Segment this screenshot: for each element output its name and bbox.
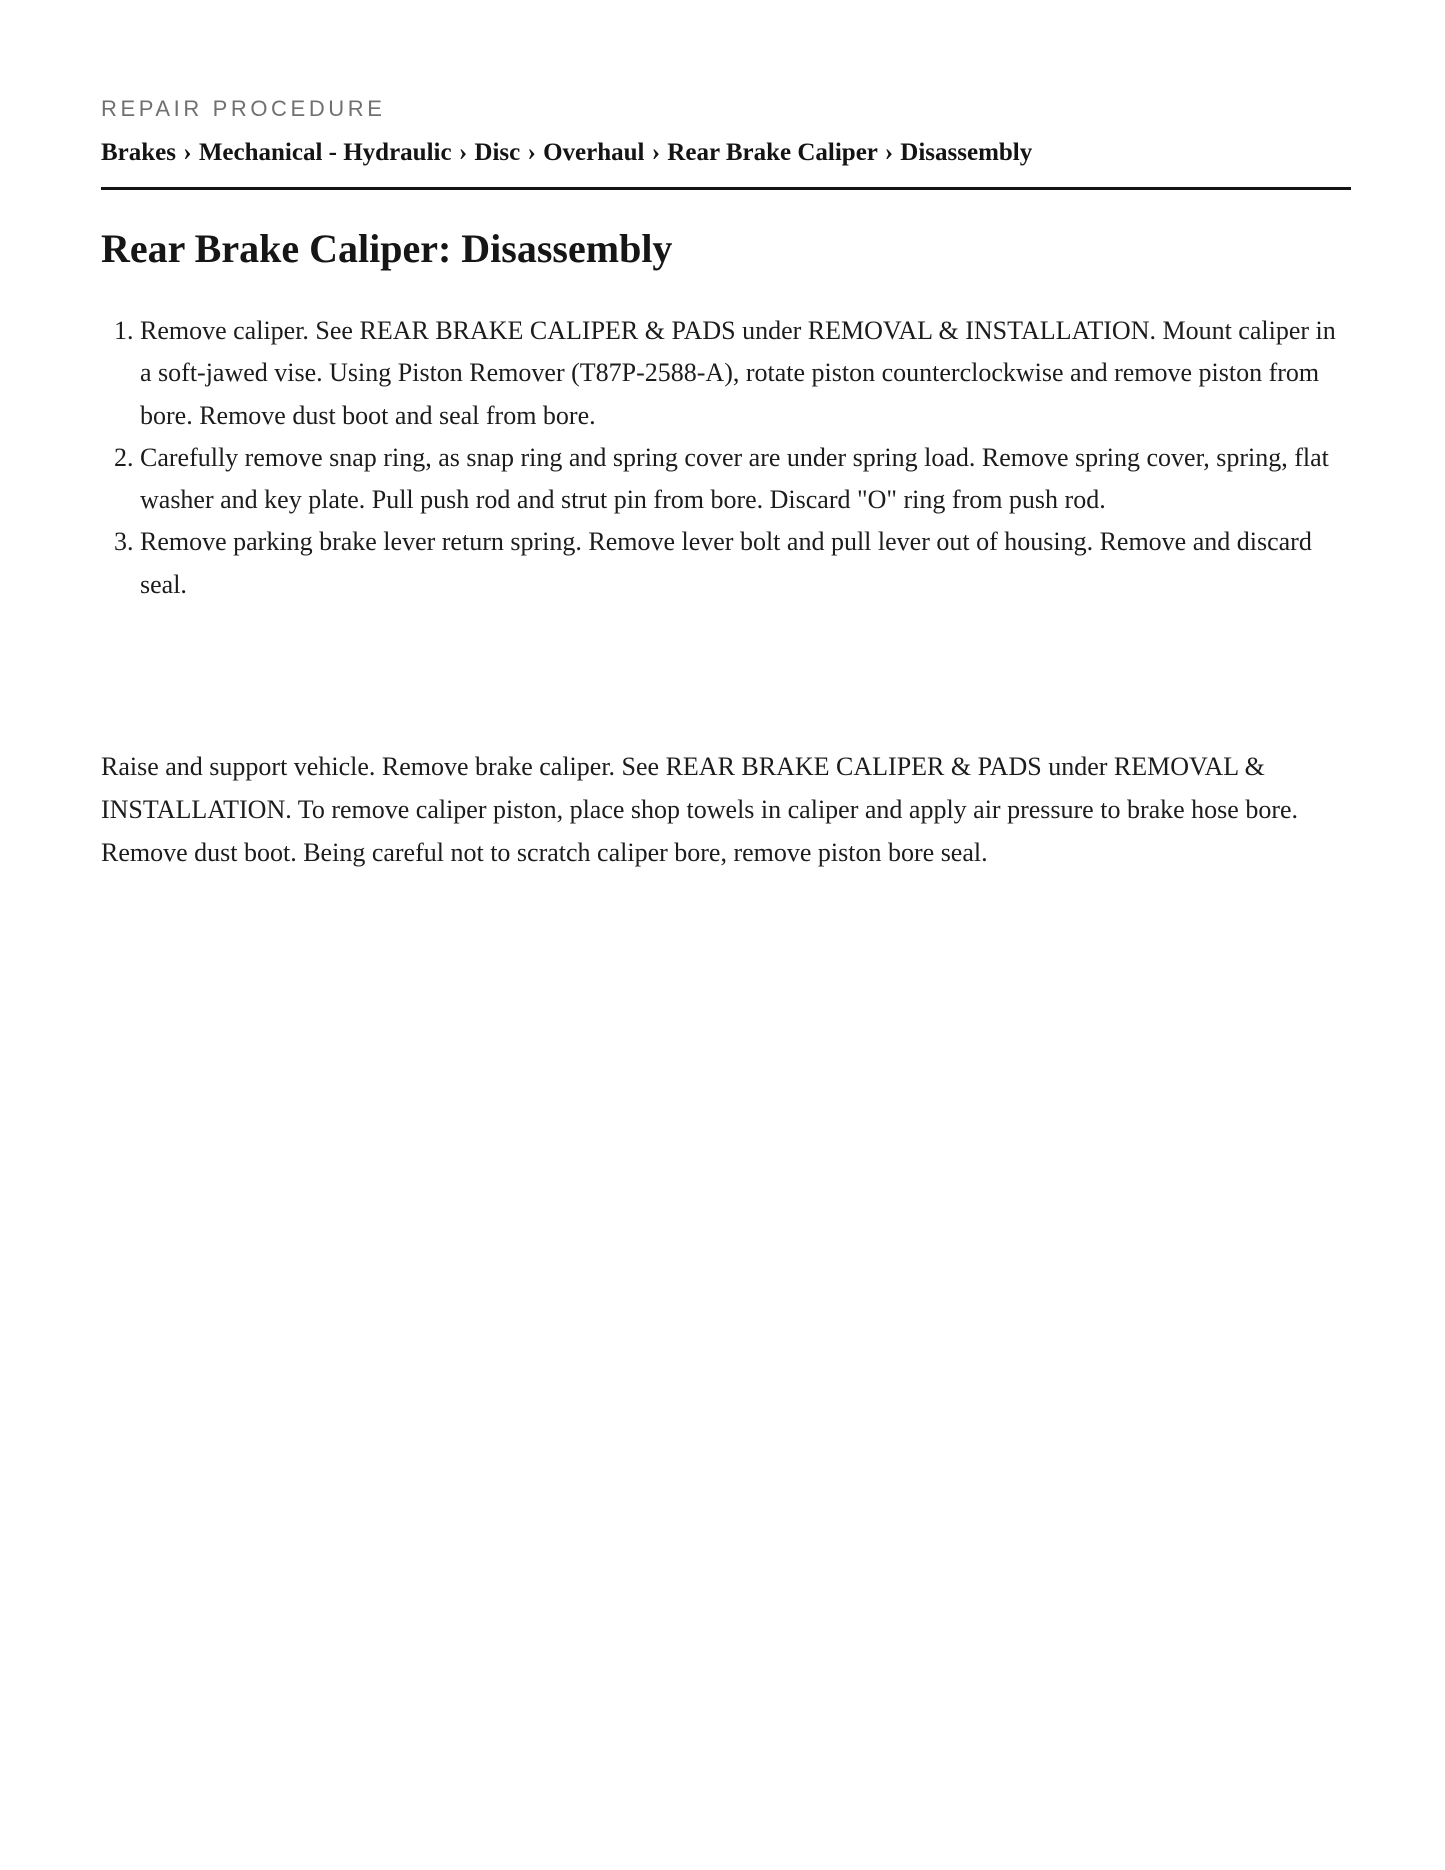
breadcrumb-item-current: Disassembly <box>900 139 1033 166</box>
breadcrumb-item[interactable]: Mechanical - Hydraulic <box>198 139 452 166</box>
breadcrumb-item[interactable]: Brakes <box>101 139 176 166</box>
breadcrumb-separator: › <box>183 139 192 166</box>
breadcrumb <box>101 138 1032 168</box>
procedure-paragraph: Raise and support vehicle. Remove brake caliper. See REAR BRAKE CALIPER & PADS under REMOVAL & INSTALLATION. To remove caliper piston, place shop towels in caliper and apply air pressure to brake hose bore. Remove dust boot. Being careful not to scratch caliper bore, remove piston bore seal. <box>101 752 1299 867</box>
procedure-steps-list <box>101 310 1351 606</box>
procedure-step: 2. Carefully remove snap ring, as snap ring and spring cover are under spring load. Remove spring cover, spring, flat washer and key plate. Pull push rod and strut pin from bore. Discard "O" ring from push rod. <box>140 437 1351 522</box>
breadcrumb-separator: › <box>884 139 894 166</box>
breadcrumb-item[interactable]: Disc <box>474 139 521 166</box>
procedure-step: 1. Remove caliper. See REAR BRAKE CALIPER & PADS under REMOVAL & INSTALLATION. Mount caliper in a soft-jawed vise. Using Piston Remover (T87P-2588-A), rotate piston counterclockwise and remove piston from bore. Remove dust boot and seal from bore. <box>140 310 1351 437</box>
breadcrumb-item[interactable]: Rear Brake Caliper <box>667 139 878 166</box>
breadcrumb-separator: › <box>458 139 468 166</box>
breadcrumb-separator: › <box>651 139 661 166</box>
breadcrumb-item[interactable]: Overhaul <box>543 139 645 166</box>
breadcrumb-separator: › <box>527 139 536 166</box>
procedure-step: 3. Remove parking brake lever return spring. Remove lever bolt and pull lever out of housing. Remove and discard seal. <box>140 521 1351 606</box>
section-eyebrow: REPAIR PROCEDURE <box>101 96 386 121</box>
header-divider <box>101 187 1351 190</box>
page-title: Rear Brake Caliper: Disassembly <box>101 226 673 271</box>
